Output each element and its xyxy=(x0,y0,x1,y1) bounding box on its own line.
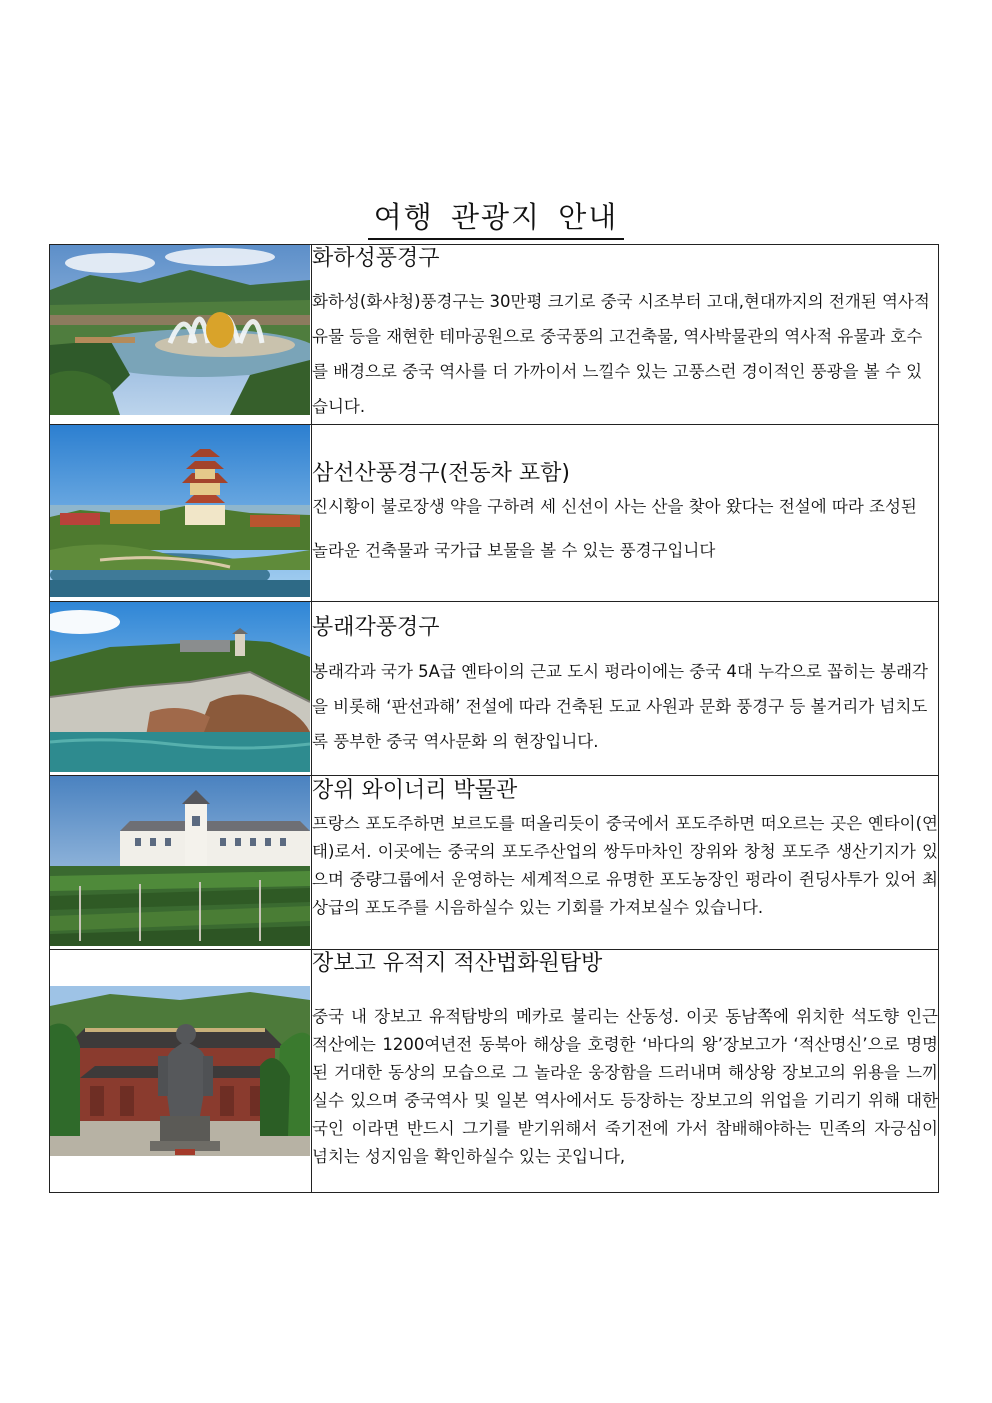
photo-cell xyxy=(50,776,312,950)
photo-cell xyxy=(50,602,312,776)
attraction-name: 봉래각풍경구 xyxy=(312,615,440,640)
huaxiacheng-fountain-photo xyxy=(50,245,310,415)
attractions-table xyxy=(49,244,939,1193)
attraction-name: 삼선산풍경구(전동차 포함) xyxy=(312,461,570,486)
jangbogo-statue-photo xyxy=(50,950,310,1192)
description-cell xyxy=(312,950,939,1193)
description-cell xyxy=(312,425,939,602)
penglai-pavilion-photo xyxy=(50,602,310,772)
sanxianshan-pagoda-photo xyxy=(50,425,310,597)
attraction-name: 화하성풍경구 xyxy=(312,246,440,271)
attraction-name: 장위 와이너리 박물관 xyxy=(312,778,518,803)
attraction-row xyxy=(50,245,939,425)
attraction-description: 진시황이 불로장생 약을 구하려 세 신선이 사는 산을 찾아 왔다는 전설에 따라 조성된 놀라운 건축물과 국가급 보물을 볼 수 있는 풍경구입니다 xyxy=(312,497,917,560)
description-cell xyxy=(312,602,939,776)
attraction-row xyxy=(50,950,939,1193)
attraction-name: 장보고 유적지 적산법화원탐방 xyxy=(312,951,603,976)
attraction-description: 프랑스 포도주하면 보르도를 떠올리듯이 중국에서 포도주하면 떠오르는 곳은 옌타이(연태)로서. 이곳에는 중국의 포도주산업의 쌍두마차인 장위와 창청 포도주 생산기지가 있으며 중량그룹에서 운영하는 세계적으로 유명한 포도농장인 펑라이 쥔딩사투가 있어 최상급의 포도주를 시음하실수 있는 기회를 가져보실수 있습니다. xyxy=(312,814,938,917)
attraction-row xyxy=(50,602,939,776)
attraction-row xyxy=(50,425,939,602)
attraction-row xyxy=(50,776,939,950)
photo-cell xyxy=(50,425,312,602)
page-title: 여행 관광지 안내 xyxy=(0,195,992,236)
attraction-description: 화하성(화샤청)풍경구는 30만평 크기로 중국 시조부터 고대,현대까지의 전개된 역사적 유물 등을 재현한 테마공원으로 중국풍의 고건축물, 역사박물관의 역사적 유물과 호수를 배경으로 중국 역사를 더 가까이서 느낄수 있는 고풍스런 경이적인 풍광을 볼 수 있습니다. xyxy=(312,292,930,416)
attraction-description: 중국 내 장보고 유적탐방의 메카로 불리는 산동성. 이곳 동남쪽에 위치한 석도향 인근 적산에는 1200여년전 동북아 해상을 호령한 ‘바다의 왕’장보고가 ‘적산명신’으로 명명된 거대한 동상의 모습으로 그 놀라운 웅장함을 드러내며 해상왕 장보고의 위용을 느끼실수 있으며 중국역사 및 일본 역사에서도 등장하는 장보고의 위업을 기리기 위해 대한국인 이라면 반드시 그기를 받기위해서 죽기전에 가서 참배해야하는 민족의 자긍심이 넘치는 성지임을 확인하실수 있는 곳입니다, xyxy=(312,1007,938,1166)
changyu-winery-photo xyxy=(50,776,310,946)
description-cell xyxy=(312,776,939,950)
photo-cell xyxy=(50,245,312,425)
attraction-description: 봉래각과 국가 5A급 옌타이의 근교 도시 펑라이에는 중국 4대 누각으로 꼽히는 봉래각을 비롯해 ‘판선과해’ 전설에 따라 건축된 도교 사원과 문화 풍경구 등 볼거리가 넘치도록 풍부한 중국 역사문화 의 현장입니다. xyxy=(312,662,928,751)
photo-cell xyxy=(50,950,312,1193)
description-cell xyxy=(312,245,939,425)
